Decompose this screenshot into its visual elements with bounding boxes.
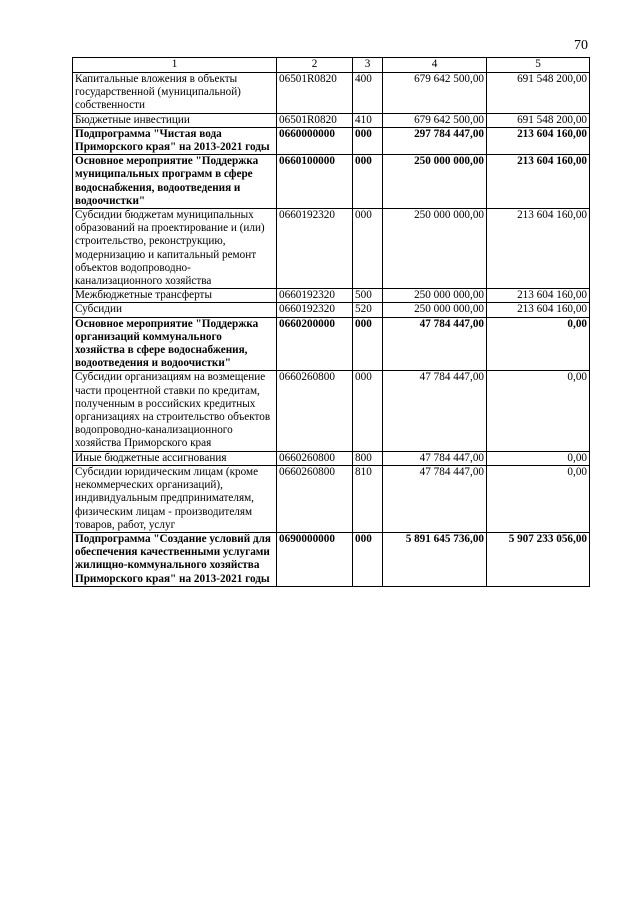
row-amount-1-cell: 47 784 447,00 (383, 451, 487, 465)
row-amount-1-cell: 679 642 500,00 (383, 73, 487, 114)
row-name-cell: Субсидии бюджетам муниципальных образований на проектирование и (или) строительство, реконструкцию, модернизацию и капитальный ремонт объектов водопроводно-канализационного хозяйства (73, 209, 277, 289)
row-name-cell: Иные бюджетные ассигнования (73, 451, 277, 465)
row-amount-2-cell: 213 604 160,00 (487, 209, 590, 289)
row-kind-cell: 000 (353, 371, 383, 451)
header-cell-3: 3 (353, 58, 383, 73)
row-code-cell: 0660100000 (277, 155, 353, 209)
row-code-cell: 0660260800 (277, 371, 353, 451)
row-amount-2-cell: 5 907 233 056,00 (487, 532, 590, 586)
row-name-cell: Подпрограмма "Создание условий для обеспечения качественными услугами жилищно-коммунального хозяйства Приморского края" на 2013-2021 годы (73, 532, 277, 586)
table-row (73, 127, 590, 154)
row-code-cell: 0660000000 (277, 127, 353, 154)
table-row (73, 317, 590, 371)
row-code-cell: 06501R0820 (277, 113, 353, 127)
row-code-cell: 0660260800 (277, 451, 353, 465)
table-row (73, 465, 590, 532)
row-kind-cell: 000 (353, 155, 383, 209)
row-kind-cell: 500 (353, 289, 383, 303)
header-cell-1: 1 (73, 58, 277, 73)
header-cell-4: 4 (383, 58, 487, 73)
row-code-cell: 0660200000 (277, 317, 353, 371)
table-row (73, 113, 590, 127)
row-code-cell: 0660260800 (277, 465, 353, 532)
row-kind-cell: 810 (353, 465, 383, 532)
row-amount-2-cell: 0,00 (487, 317, 590, 371)
row-kind-cell: 400 (353, 73, 383, 114)
row-kind-cell: 800 (353, 451, 383, 465)
table-row (73, 209, 590, 289)
row-amount-2-cell: 0,00 (487, 451, 590, 465)
row-amount-2-cell: 213 604 160,00 (487, 127, 590, 154)
row-amount-2-cell: 691 548 200,00 (487, 73, 590, 114)
table-row (73, 532, 590, 586)
table-row (73, 451, 590, 465)
row-kind-cell: 410 (353, 113, 383, 127)
row-kind-cell: 000 (353, 209, 383, 289)
row-code-cell: 0660192320 (277, 289, 353, 303)
row-amount-2-cell: 213 604 160,00 (487, 155, 590, 209)
row-code-cell: 0660192320 (277, 303, 353, 317)
row-amount-1-cell: 250 000 000,00 (383, 303, 487, 317)
row-code-cell: 0690000000 (277, 532, 353, 586)
row-amount-2-cell: 213 604 160,00 (487, 289, 590, 303)
row-kind-cell: 520 (353, 303, 383, 317)
row-amount-1-cell: 47 784 447,00 (383, 465, 487, 532)
row-kind-cell: 000 (353, 127, 383, 154)
row-code-cell: 0660192320 (277, 209, 353, 289)
header-row (73, 58, 590, 73)
row-kind-cell: 000 (353, 317, 383, 371)
row-kind-cell: 000 (353, 532, 383, 586)
row-name-cell: Бюджетные инвестиции (73, 113, 277, 127)
row-amount-1-cell: 250 000 000,00 (383, 209, 487, 289)
row-name-cell: Капитальные вложения в объекты государственной (муниципальной) собственности (73, 73, 277, 114)
header-cell-5: 5 (487, 58, 590, 73)
header-cell-2: 2 (277, 58, 353, 73)
table-row (73, 371, 590, 451)
row-amount-1-cell: 47 784 447,00 (383, 371, 487, 451)
row-amount-1-cell: 297 784 447,00 (383, 127, 487, 154)
budget-table (72, 57, 590, 587)
row-amount-2-cell: 691 548 200,00 (487, 113, 590, 127)
row-amount-1-cell: 250 000 000,00 (383, 155, 487, 209)
row-name-cell: Основное мероприятие "Поддержка организаций коммунального хозяйства в сфере водоснабжения, водоотведения и водоочистки" (73, 317, 277, 371)
table-row (73, 289, 590, 303)
row-amount-2-cell: 0,00 (487, 371, 590, 451)
row-name-cell: Субсидии (73, 303, 277, 317)
table-body (73, 73, 590, 587)
row-amount-1-cell: 5 891 645 736,00 (383, 532, 487, 586)
table-row (73, 303, 590, 317)
row-name-cell: Субсидии организациям на возмещение части процентной ставки по кредитам, полученным в российских кредитных организациях на строительство объектов водопроводно-канализационного хозяйства Приморского края (73, 371, 277, 451)
row-code-cell: 06501R0820 (277, 73, 353, 114)
row-name-cell: Подпрограмма "Чистая вода Приморского края" на 2013-2021 годы (73, 127, 277, 154)
row-amount-1-cell: 679 642 500,00 (383, 113, 487, 127)
row-name-cell: Межбюджетные трансферты (73, 289, 277, 303)
page-number: 70 (574, 38, 588, 53)
row-amount-2-cell: 213 604 160,00 (487, 303, 590, 317)
row-amount-1-cell: 47 784 447,00 (383, 317, 487, 371)
row-name-cell: Основное мероприятие "Поддержка муниципальных программ в сфере водоснабжения, водоотведения и водоочистки" (73, 155, 277, 209)
table-row (73, 155, 590, 209)
row-amount-2-cell: 0,00 (487, 465, 590, 532)
table-row (73, 73, 590, 114)
row-name-cell: Субсидии юридическим лицам (кроме некоммерческих организаций), индивидуальным предпринимателям, физическим лицам - производителям товаров, работ, услуг (73, 465, 277, 532)
row-amount-1-cell: 250 000 000,00 (383, 289, 487, 303)
